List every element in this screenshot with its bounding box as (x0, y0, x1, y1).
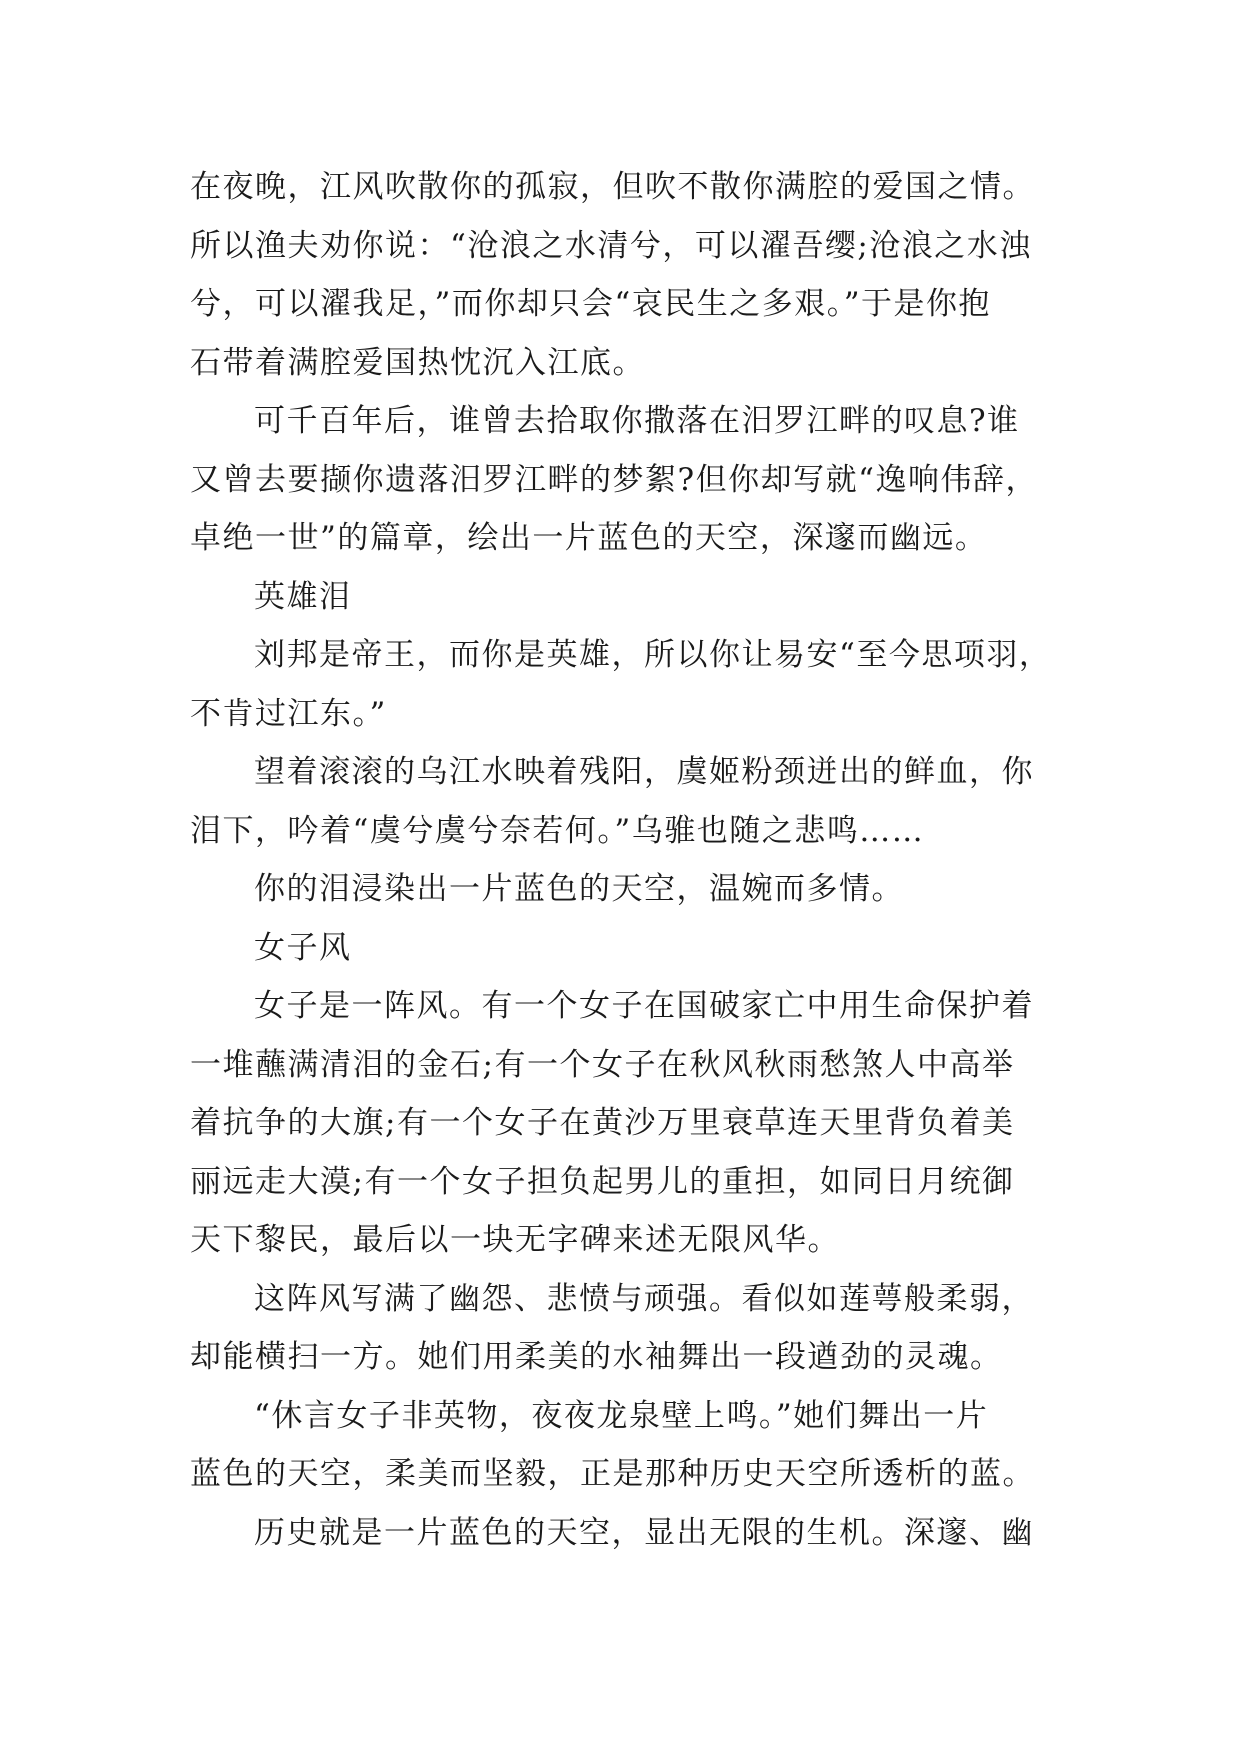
text-line: 所以渔夫劝你说：“沧浪之水清兮，可以濯吾缨;沧浪之水浊 (190, 227, 1032, 264)
section-heading-women-wind: 女子风 (254, 929, 352, 966)
paragraph-first-line: “休言女子非英物，夜夜龙泉壁上鸣。”她们舞出一片 (254, 1397, 989, 1434)
text-line: 却能横扫一方。她们用柔美的水袖舞出一段遒劲的灵魂。 (190, 1339, 1003, 1375)
paragraph-first-line: 女子是一阵风。有一个女子在国破家亡中用生命保护着 (254, 988, 1034, 1024)
paragraph-first-line: 你的泪浸染出一片蓝色的天空，温婉而多情。 (254, 871, 904, 907)
text-line: 在夜晚，江风吹散你的孤寂，但吹不散你满腔的爱国之情。 (190, 169, 1035, 205)
text-line: 石带着满腔爱国热忱沉入江底。 (190, 344, 645, 381)
document-page (190, 158, 1070, 1562)
section-heading-hero-tears: 英雄泪 (254, 578, 352, 615)
text-line: 一堆蘸满清泪的金石;有一个女子在秋风秋雨愁煞人中高举 (190, 1046, 1015, 1083)
text-line: 天下黎民，最后以一块无字碑来述无限风华。 (190, 1222, 840, 1258)
text-line: 蓝色的天空，柔美而坚毅，正是那种历史天空所透析的蓝。 (190, 1456, 1035, 1492)
text-line: 泪下，吟着“虞兮虞兮奈若何。”乌骓也随之悲鸣…… (190, 812, 925, 849)
paragraph-first-line: 历史就是一片蓝色的天空，显出无限的生机。深邃、幽 (254, 1514, 1034, 1551)
text-line: 卓绝一世”的篇章，绘出一片蓝色的天空，深邃而幽远。 (190, 520, 988, 556)
paragraph-first-line: 这阵风写满了幽怨、悲愤与顽强。看似如莲萼般柔弱， (254, 1280, 1034, 1317)
text-line: 又曾去要撷你遗落汨罗江畔的梦絮?但你却写就“逸响伟辞， (190, 461, 1038, 498)
paragraph-first-line: 刘邦是帝王，而你是英雄，所以你让易安“至今思项羽， (254, 637, 1052, 673)
paragraph-first-line: 可千百年后，谁曾去拾取你撒落在汨罗江畔的叹息?谁 (254, 403, 1020, 439)
text-line: 丽远走大漠;有一个女子担负起男儿的重担，如同日月统御 (190, 1163, 1015, 1200)
text-line: 不肯过江东。” (190, 695, 387, 732)
text-line: 兮，可以濯我足，”而你却只会“哀民生之多艰。”于是你抱 (190, 286, 992, 322)
text-line: 着抗争的大旗;有一个女子在黄沙万里衰草连天里背负着美 (190, 1105, 1015, 1141)
paragraph-first-line: 望着滚滚的乌江水映着残阳，虞姬粉颈迸出的鲜血，你 (254, 754, 1034, 790)
